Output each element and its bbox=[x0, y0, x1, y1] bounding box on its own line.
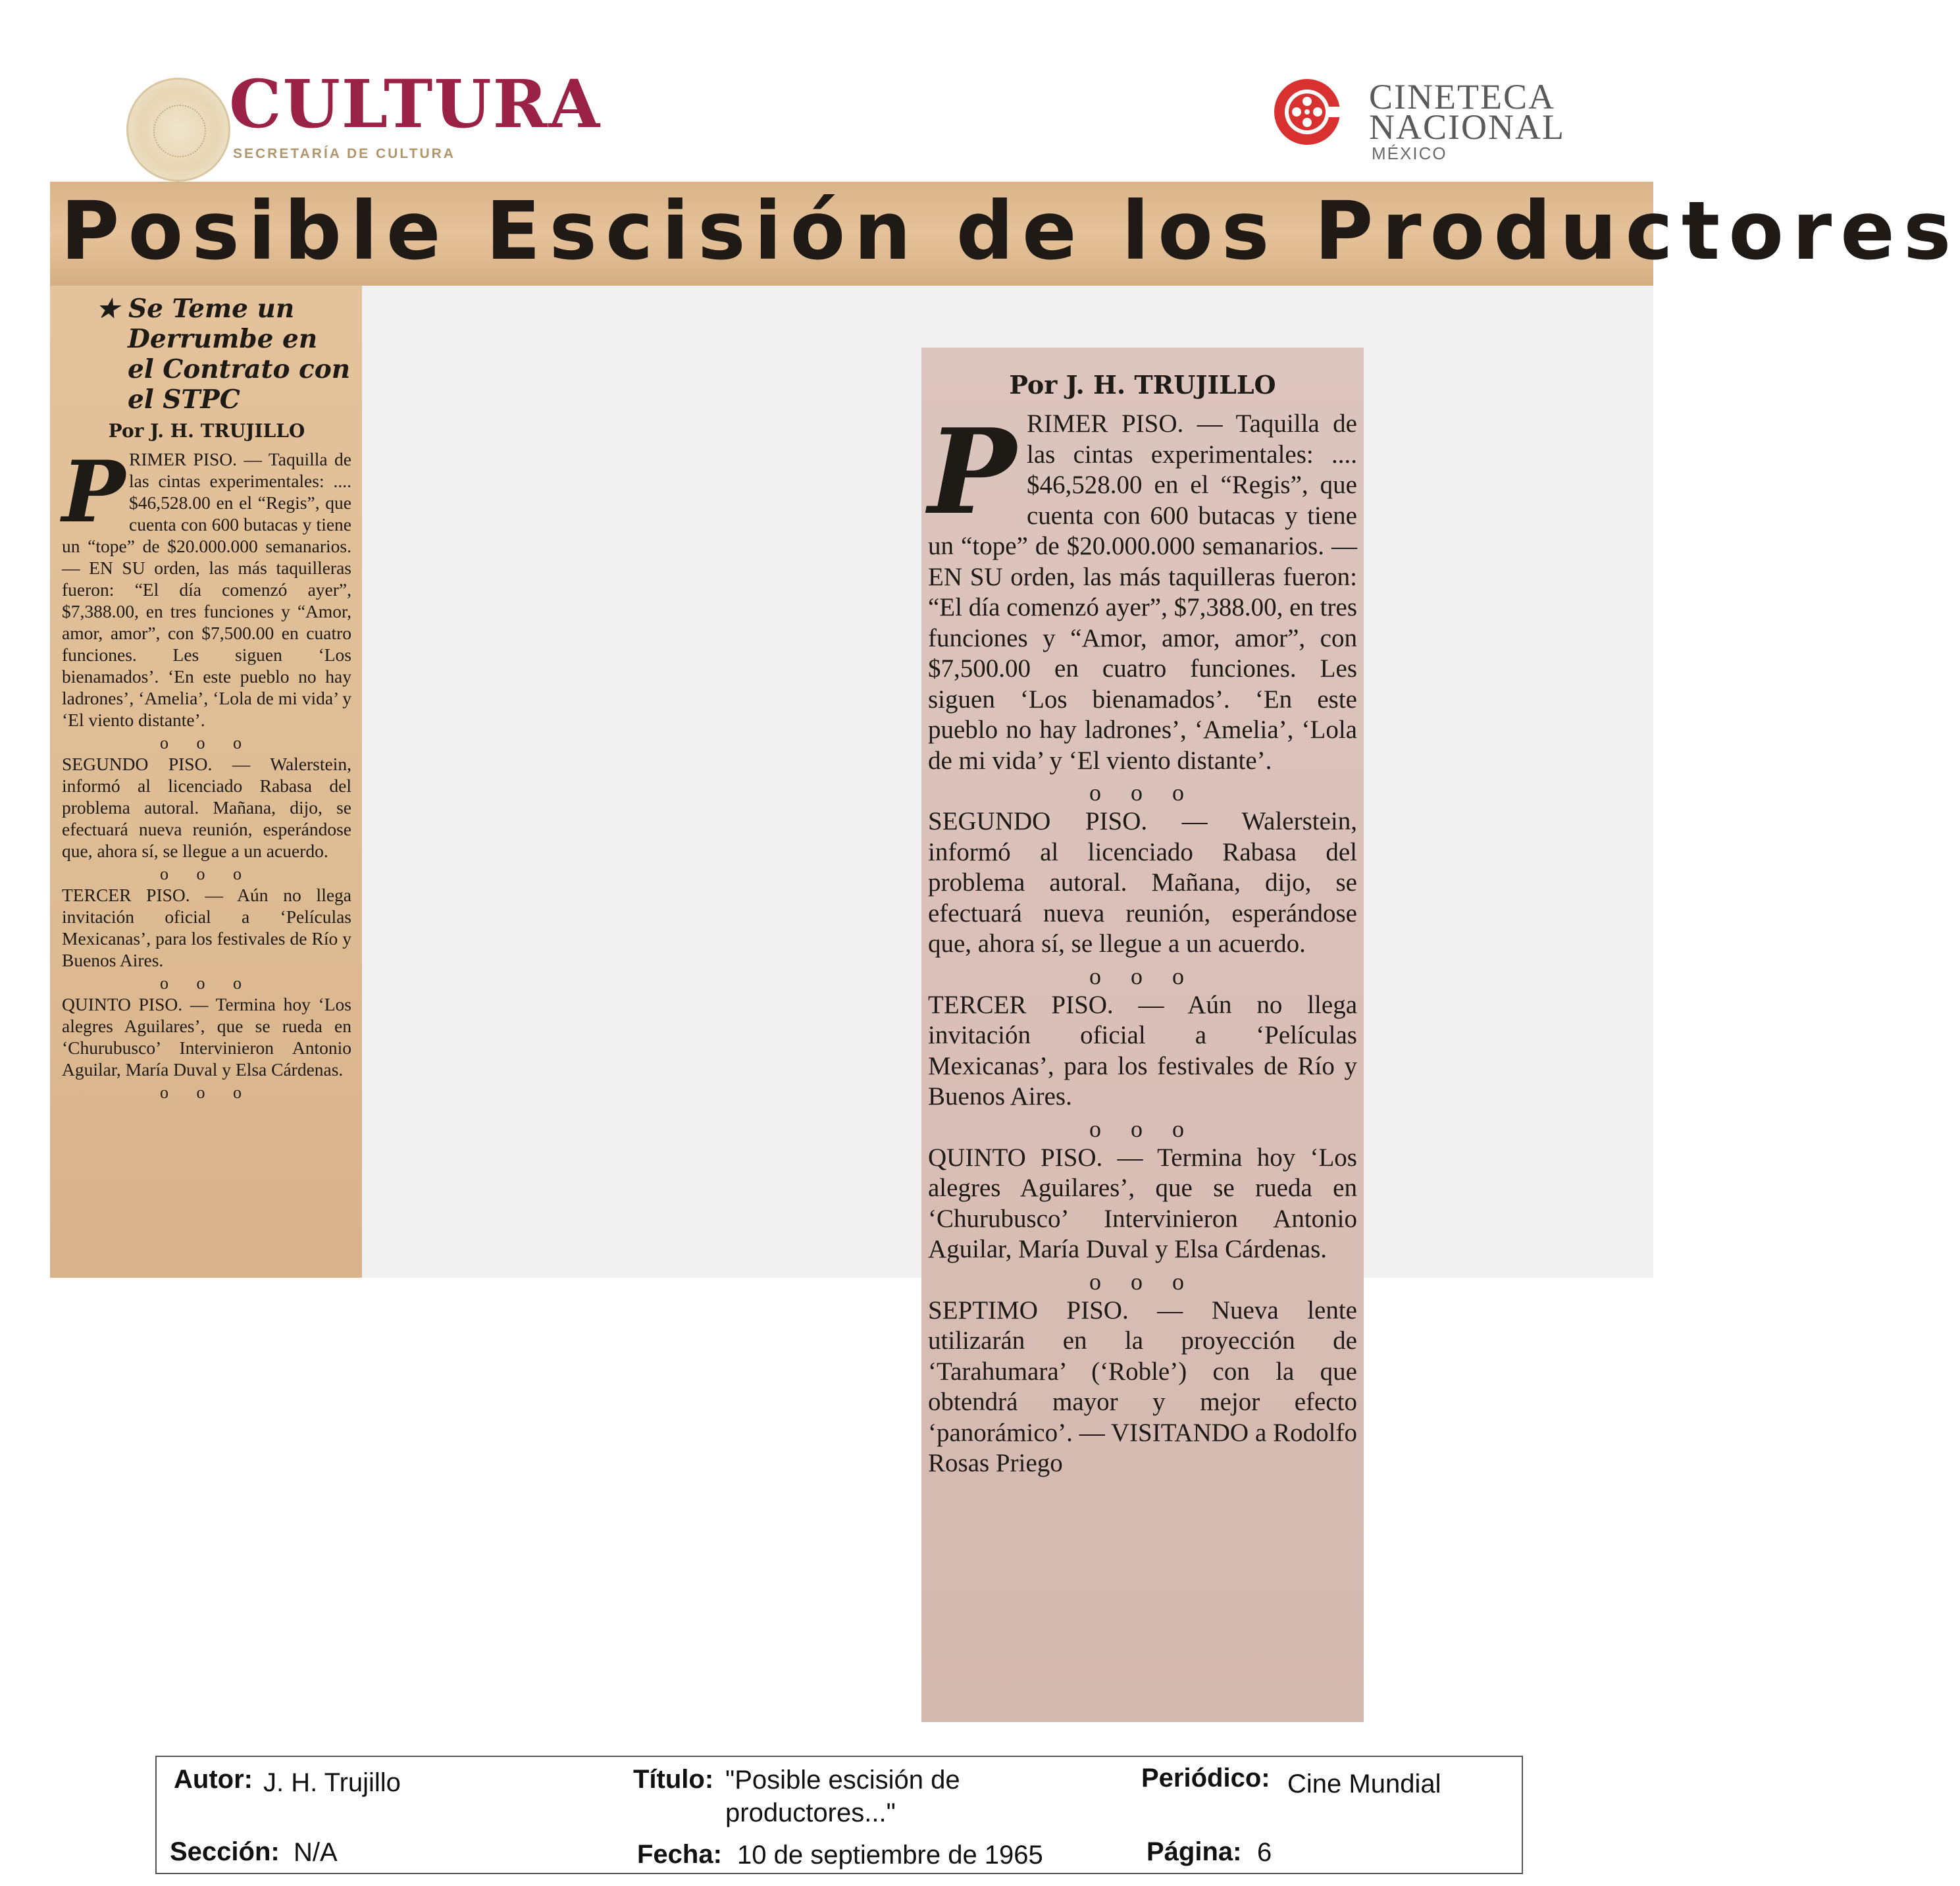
paragraph-segundo-piso: SEGUNDO PISO. — Walerstein, informó al licenciado Rabasa del problema autoral. Mañana, dijo, se efectuará nueva reunión, esperándose que, ahora sí, se llegue a un acuerdo. bbox=[928, 807, 1357, 958]
section-separator: o o o bbox=[1089, 779, 1196, 806]
section-separator: o o o bbox=[1089, 1115, 1196, 1142]
fecha-label: Fecha: bbox=[637, 1840, 722, 1869]
seccion-value: N/A bbox=[294, 1838, 338, 1867]
paragraph-septimo-piso: SEPTIMO PISO. — Nueva lente utilizarán en la proyección de ‘Tarahumara’ (‘Roble’) con la que obtendrá mayor y mejor efecto ‘panorámico’. — VISITANDO a Rodolfo Rosas Priego bbox=[928, 1296, 1357, 1477]
section-separator: o o o bbox=[160, 974, 253, 993]
cineteca-logo-line2: NACIONAL bbox=[1369, 107, 1565, 147]
article-column-original bbox=[50, 286, 362, 1278]
cultura-logo-subtitle: SECRETARÍA DE CULTURA bbox=[233, 146, 455, 161]
titulo-label: Título: bbox=[633, 1765, 714, 1794]
section-separator: o o o bbox=[160, 733, 253, 752]
titulo-value: "Posible escisión de productores..." bbox=[725, 1766, 960, 1827]
star-icon: ★ bbox=[96, 294, 119, 324]
metadata-table bbox=[155, 1756, 1523, 1874]
seccion-label: Sección: bbox=[170, 1837, 280, 1866]
section-separator: o o o bbox=[160, 1083, 253, 1102]
pagina-label: Página: bbox=[1147, 1837, 1242, 1866]
section-separator: o o o bbox=[1089, 1268, 1196, 1295]
drop-cap: P bbox=[928, 403, 1016, 540]
paragraph-segundo-piso: SEGUNDO PISO. — Walerstein, informó al licenciado Rabasa del problema autoral. Mañana, dijo, se efectuará nueva reunión, esperándose que, ahora sí, se llegue a un acuerdo. bbox=[62, 754, 351, 861]
autor-label: Autor: bbox=[174, 1765, 253, 1794]
paragraph-primer-piso: RIMER PISO. — Taquilla de las cintas experimentales: .... $46,528.00 en el “Regis”, que cuenta con 600 butacas y tiene un “tope” de $20.000.000 semanarios. — EN SU orden, las más taquilleras fueron: “El día comenzó ayer”, $7,388.00, en tres funciones y “Amor, amor, amor”, con $7,500.00 en cuatro funciones. Les siguen ‘Los bienamados’. ‘En este pueblo no hay ladrones’, ‘Amelia’, ‘Lola de mi vida’ y ‘El viento distante’. bbox=[62, 449, 351, 730]
pagina-value: 6 bbox=[1257, 1838, 1272, 1867]
periodico-label: Periódico: bbox=[1141, 1764, 1270, 1793]
paragraph-quinto-piso: QUINTO PISO. — Termina hoy ‘Los alegres Aguilares’, que se rueda en ‘Churubusco’ Intervinieron Antonio Aguilar, María Duval y Elsa Cárdenas. bbox=[928, 1143, 1357, 1263]
national-seal-logo bbox=[126, 78, 230, 182]
section-separator: o o o bbox=[160, 864, 253, 883]
periodico-value: Cine Mundial bbox=[1287, 1769, 1441, 1798]
paragraph-primer-piso: RIMER PISO. — Taquilla de las cintas experimentales: .... $46,528.00 en el “Regis”, que cuenta con 600 butacas y tiene un “tope” de $20.000.000 semanarios. — EN SU orden, las más taquilleras fueron: “El día comenzó ayer”, $7,388.00, en tres funciones y “Amor, amor, amor”, con $7,500.00 en cuatro funciones. Les siguen ‘Los bienamados’. ‘En este pueblo no hay ladrones’, ‘Amelia’, ‘Lola de mi vida’ y ‘El viento distante’. bbox=[928, 409, 1357, 775]
article-byline: Por J. H. TRUJILLO bbox=[1009, 370, 1276, 400]
cineteca-reel-icon bbox=[1272, 76, 1343, 147]
paragraph-tercer-piso: TERCER PISO. — Aún no llega invitación oficial a ‘Películas Mexicanas’, para los festivales de Río y Buenos Aires. bbox=[928, 990, 1357, 1111]
article-column-enlarged bbox=[921, 348, 1364, 1722]
cultura-logo-title: CULTURA bbox=[229, 65, 602, 143]
paragraph-quinto-piso: QUINTO PISO. — Termina hoy ‘Los alegres Aguilares’, que se rueda en ‘Churubusco’ Intervinieron Antonio Aguilar, María Duval y Elsa Cárdenas. bbox=[62, 994, 351, 1080]
paragraph-tercer-piso: TERCER PISO. — Aún no llega invitación oficial a ‘Películas Mexicanas’, para los festivales de Río y Buenos Aires. bbox=[62, 885, 351, 970]
fecha-value: 10 de septiembre de 1965 bbox=[737, 1841, 1043, 1870]
kicker-text: Se Teme un Derrumbe en el Contrato con el STPC bbox=[128, 294, 351, 415]
drop-cap: P bbox=[62, 443, 126, 542]
autor-value: J. H. Trujillo bbox=[263, 1768, 401, 1797]
cineteca-logo-country: MÉXICO bbox=[1372, 144, 1447, 163]
cineteca-logo-line1: CINETECA bbox=[1369, 77, 1555, 117]
article-kicker bbox=[96, 294, 351, 415]
article-headline: Posible Escisión de los Productores bbox=[61, 184, 1960, 278]
article-byline: Por J. H. TRUJILLO bbox=[108, 420, 305, 442]
section-separator: o o o bbox=[1089, 962, 1196, 989]
